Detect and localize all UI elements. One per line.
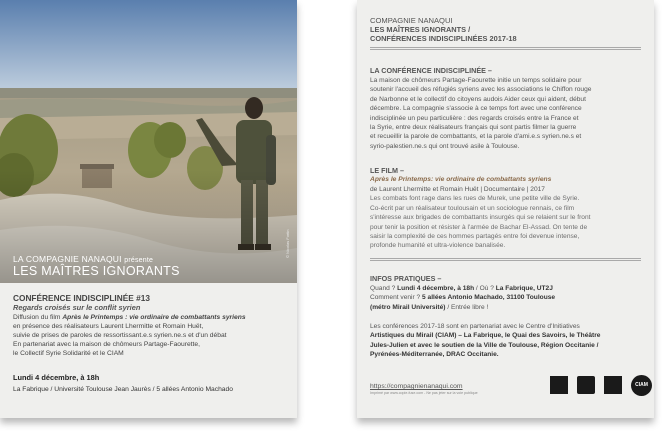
ciam-logo-icon: CIAM bbox=[631, 375, 652, 396]
description-line: suivie de prises de paroles de ressortissant.e.s syrien.ne.s et d'un débat bbox=[13, 332, 227, 340]
divider bbox=[370, 258, 641, 261]
entry-info: / Entrée libre ! bbox=[445, 303, 489, 311]
conference-heading: CONFÉRENCE INDISCIPLINÉE #13 bbox=[13, 293, 150, 303]
how-question: Comment venir ? bbox=[370, 294, 423, 302]
text-line: profonde humanité et ultra-violence banalisée. bbox=[370, 242, 506, 250]
description-line: En partenariat avec la maison de chômeurs Partage-Faourette, bbox=[13, 341, 200, 349]
how-answer: 5 allées Antonio Machado, 31100 Toulouse bbox=[422, 294, 556, 302]
text-line: décembre. La compagnie s'associe à ce temps fort avec une conférence bbox=[370, 105, 582, 113]
text-line: La maison de chômeurs Partage-Faourette initie un temps solidaire pour bbox=[370, 77, 582, 84]
conference-section-text bbox=[370, 76, 643, 151]
text-line: Jules-Julien et avec le soutien de la Ville de Toulouse, Région Occitanie / bbox=[370, 341, 599, 349]
film-section-text bbox=[370, 185, 643, 251]
where-answer: La Fabrique, UT2J bbox=[495, 285, 553, 292]
cover-title: LES MAÎTRES IGNORANTS bbox=[13, 264, 180, 278]
quai-des-savoirs-logo-icon bbox=[577, 376, 595, 394]
where-question: / Où ? bbox=[474, 285, 496, 292]
company-name: COMPAGNIE NANAQUI bbox=[370, 16, 453, 25]
text-line: Pyrénées-Méditerranée, DRAC Occitanie. bbox=[370, 351, 499, 359]
series-title-line2: CONFÉRENCES INDISCIPLINÉES 2017-18 bbox=[370, 34, 517, 43]
text-line: de Narbonne et le collectif do citoyens audois Aider ceux qui aident, début bbox=[370, 95, 586, 103]
text-line: Les conférences 2017-18 sont en partenariat avec le Centre d'Initiatives bbox=[370, 323, 580, 330]
text-line: saisir la complexité de ces hommes partagés entre foi devenue intense, bbox=[370, 233, 580, 241]
event-date: Lundi 4 décembre, à 18h bbox=[13, 373, 100, 382]
film-section-subtitle: Après le Printemps: vie ordinaire de combattants syriens bbox=[370, 176, 552, 183]
text-line: soutenir l'accueil des réfugiés syriens avec les associations le Chiffon rouge bbox=[370, 86, 592, 94]
event-venue: La Fabrique / Université Toulouse Jean Jaurès / 5 allées Antonio Machado bbox=[13, 386, 233, 393]
flyer-front-page bbox=[0, 0, 297, 418]
conference-subtitle: Regards croisés sur le conflit syrien bbox=[13, 303, 141, 312]
text-line: syrio-palestien.ne.s qui ont trouvé asile à Toulouse. bbox=[370, 142, 520, 150]
partners-text bbox=[370, 322, 643, 360]
text-line: s'intéresse aux brigades de combattants insurgés qui se relaient sur le front bbox=[370, 214, 591, 222]
info-metro bbox=[370, 303, 643, 312]
description-line bbox=[13, 313, 246, 322]
photo-credit: © Nicolas Fortin bbox=[285, 229, 290, 258]
text-line: la Syrie, entre deux réalisateurs français qui sont partis filmer la guerre bbox=[370, 124, 577, 132]
company-name: LA COMPAGNIE NANAQUI bbox=[13, 254, 122, 264]
description-line: en présence des réalisateurs Laurent Lhermitte et Romain Huët, bbox=[13, 323, 204, 331]
practical-info-heading: INFOS PRATIQUES – bbox=[370, 274, 442, 283]
description-line: le Collectif Syrie Solidarité et le CIAM bbox=[13, 350, 124, 358]
when-answer: Lundi 4 décembre, à 18h bbox=[397, 285, 475, 292]
text-line: pour tenir la position et résister à l'armée de Bachar El-Assad. On tente de bbox=[370, 223, 588, 231]
text-line: Co-écrit par un réalisateur toulousain et un sociologue rennais, ce film bbox=[370, 204, 575, 212]
film-credits: de Laurent Lhermitte et Romain Huët | Documentaire | 2017 bbox=[370, 186, 545, 193]
flyer-back-page bbox=[357, 0, 654, 418]
landscape-photo-illustration bbox=[0, 0, 297, 283]
partner-logos bbox=[550, 374, 652, 396]
website-link[interactable]: https://compagnienanaqui.com bbox=[370, 383, 463, 390]
fine-print: Imprimé par www.copie-fuse.com - Ne pas jeter sur la voie publique bbox=[370, 391, 478, 395]
when-question: Quand ? bbox=[370, 285, 398, 292]
region-occitanie-logo-icon bbox=[604, 376, 622, 394]
series-title-line1: LES MAÎTRES IGNORANTS / bbox=[370, 25, 471, 34]
conference-section-heading: LA CONFÉRENCE INDISCIPLINÉE – bbox=[370, 66, 492, 75]
cover-photo bbox=[0, 0, 297, 283]
practical-info-text bbox=[370, 284, 643, 312]
presents-word: présente bbox=[124, 257, 154, 264]
text-line: Artistiques du Mirail (CIAM) – La Fabrique, le Quai des Savoirs, le Théâtre bbox=[370, 332, 601, 340]
metro-info: (métro Mirail Université) bbox=[370, 303, 446, 311]
text-line: Les combats font rage dans les rues de Murek, une petite ville de Syrie. bbox=[370, 195, 580, 203]
info-how bbox=[370, 293, 643, 302]
description-block bbox=[13, 313, 246, 358]
film-title: Après le Printemps : vie ordinaire de combattants syriens bbox=[62, 314, 246, 321]
text-line: et recueillir la parole de combattants, et la parole d'ami.e.s syrien.ne.s et bbox=[370, 133, 582, 141]
company-presents-line bbox=[13, 254, 153, 264]
film-section-heading: LE FILM – bbox=[370, 166, 404, 175]
info-when-where bbox=[370, 284, 643, 293]
divider bbox=[370, 47, 641, 50]
text-line: indisciplinée un peu particulière : des regards croisés entre la France et bbox=[370, 114, 579, 122]
description-prefix: Diffusion du film bbox=[13, 314, 63, 321]
toulouse-logo-icon bbox=[550, 376, 568, 394]
